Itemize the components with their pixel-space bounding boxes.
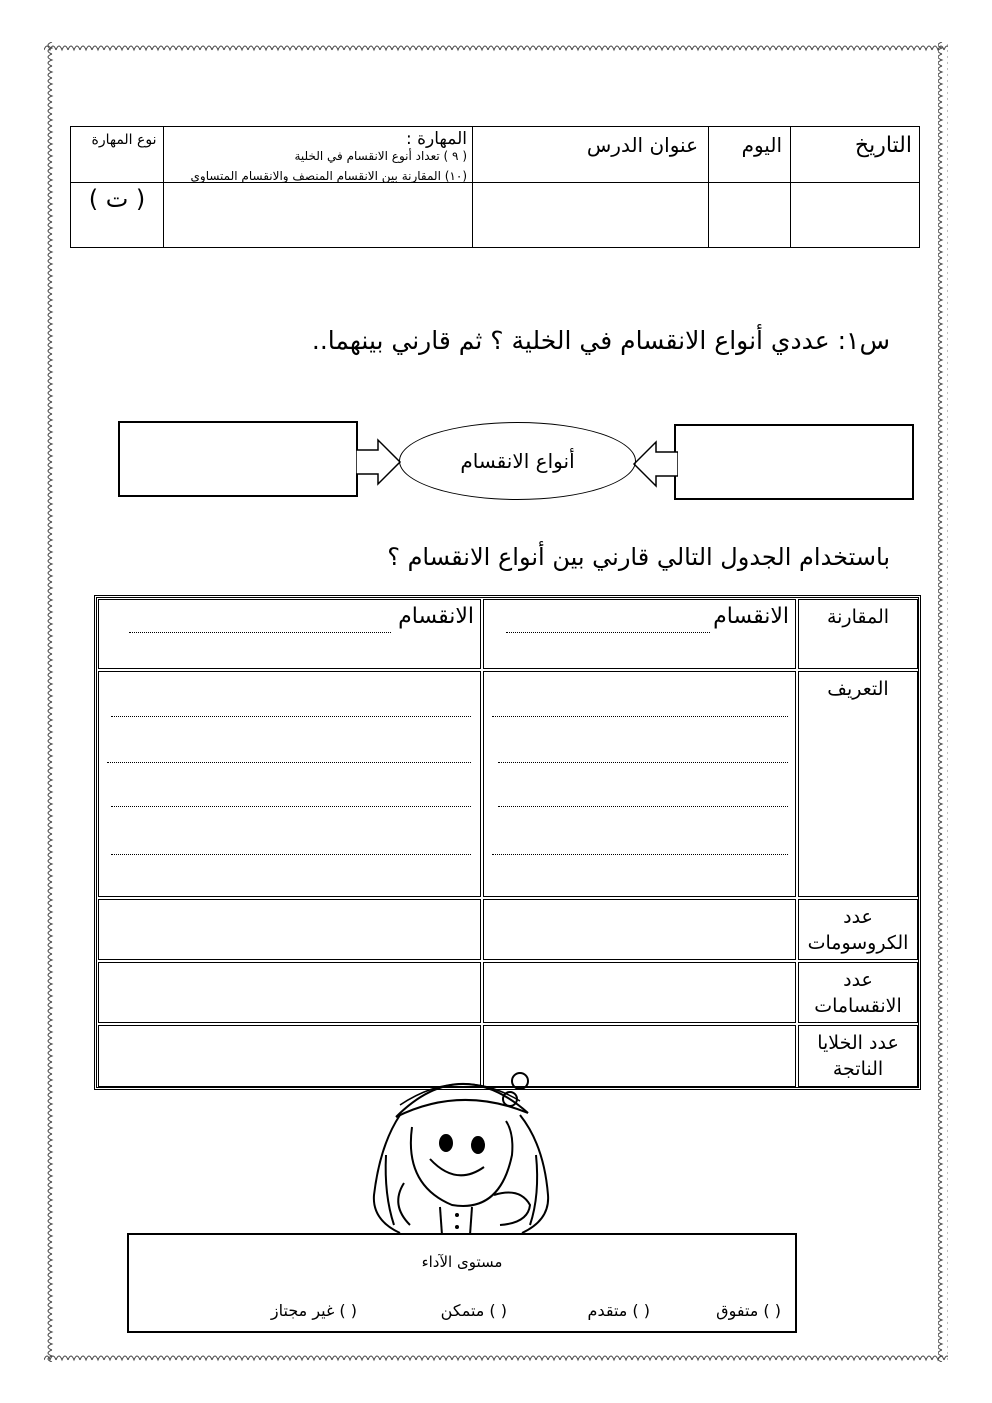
skill-label: المهارة : <box>406 129 467 149</box>
instruction: باستخدام الجدول التالي قارني بين أنواع الانقسام ؟ <box>387 543 890 571</box>
date-label: التاريخ <box>854 133 912 158</box>
skill-type-label: نوع المهارة <box>91 132 157 148</box>
col2-header: الانقسام <box>398 604 474 629</box>
row-label-resulting-cells: عدد الخلايا الناتجة <box>817 1032 899 1080</box>
divisions-col2-cell[interactable] <box>98 962 481 1023</box>
col1-header: الانقسام <box>713 604 789 629</box>
performance-box <box>127 1233 797 1333</box>
row-label-chromosomes: عدد الكروسومات <box>807 906 909 954</box>
cells-label-cell <box>798 1025 918 1087</box>
definition-col1-cell[interactable] <box>483 671 796 897</box>
option-proficient[interactable]: ( ) متمكن <box>440 1301 507 1320</box>
diagram-center-label: أنواع الانقسام <box>460 449 575 473</box>
chromosomes-label-cell <box>798 899 918 960</box>
chromosomes-col2-cell[interactable] <box>98 899 481 960</box>
girl-illustration <box>360 1055 560 1240</box>
comparison-table <box>94 595 921 1090</box>
arrow-right-icon <box>632 440 678 488</box>
skill-item-2: (١٠) المقارنة بين الانقسام المنصف والانقسام المتساوي <box>190 169 467 183</box>
skill-type-value: ( ت ) <box>88 185 146 213</box>
divisions-col1-cell[interactable] <box>483 962 796 1023</box>
diagram-center-oval <box>399 422 636 500</box>
definition-col2-cell[interactable] <box>98 671 481 897</box>
answer-box-right[interactable] <box>674 424 914 500</box>
day-label: اليوم <box>741 133 782 157</box>
option-advanced[interactable]: ( ) متقدم <box>587 1301 650 1320</box>
lesson-label: عنوان الدرس <box>586 133 698 157</box>
definition-label-cell <box>798 671 918 897</box>
option-not-passed[interactable]: ( ) غير مجتاز <box>270 1301 357 1320</box>
row-label-definition: التعريف <box>827 678 889 700</box>
answer-box-left[interactable] <box>118 421 358 497</box>
option-excellent[interactable]: ( ) متفوق <box>716 1301 781 1320</box>
arrow-left-icon <box>356 438 402 486</box>
performance-title: مستوى الآداء <box>421 1253 503 1271</box>
header-label: المقارنة <box>826 606 890 628</box>
header-label-cell <box>798 599 918 669</box>
row-label-divisions: عدد الانقسامات <box>814 969 902 1017</box>
col2-header-cell <box>98 599 481 669</box>
skill-item-1: ( ٩ ) تعداد أنوع الانقسام في الخلية <box>294 149 467 163</box>
divisions-label-cell <box>798 962 918 1023</box>
question-1: س١: عددي أنواع الانقسام في الخلية ؟ ثم قارني بينهما.. <box>311 326 890 355</box>
skill-cell <box>167 129 467 183</box>
chromosomes-col1-cell[interactable] <box>483 899 796 960</box>
header-table <box>70 126 920 248</box>
col1-header-cell <box>483 599 796 669</box>
